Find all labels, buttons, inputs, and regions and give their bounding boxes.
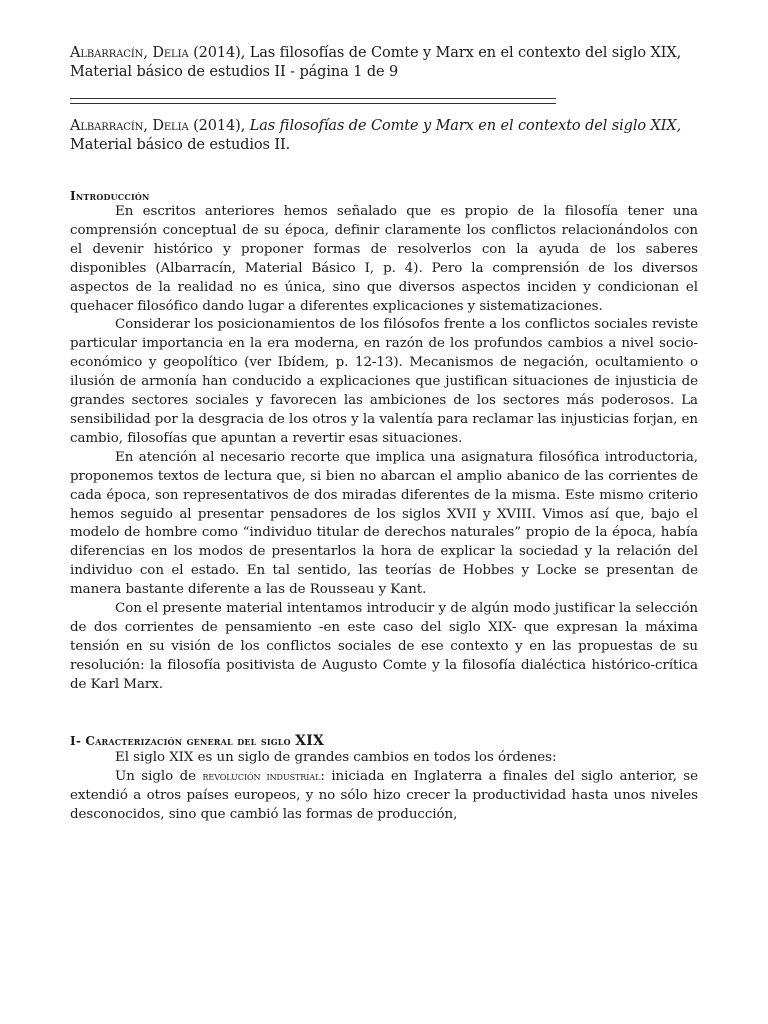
- intro-paragraph: En escritos anteriores hemos señalado que es propio de la filosofía tener una comprensión conceptual de su época, definir claramente los conflictos relacionándolos con el devenir histórico y proponer formas de resolverlos con la ayuda de los saberes disponibles (Albarracín, Material Básico I, p. 4). Pero la comprensión de los diversos aspectos de la realidad no es única, sino que diversos aspectos inciden y condicionan el quehacer filosófico dando lugar a diferentes explicaciones y sistematizaciones.: [70, 204, 698, 314]
- citation-author: Albarracín, Delia: [70, 118, 189, 134]
- section-1-paragraph: [70, 767, 698, 825]
- intro-paragraph: Con el presente material intentamos introducir y de algún modo justificar la selección de dos corrientes de pensamiento -en este caso del siglo XIX- que expresan la máxima tensión en su visión de los conflictos sociales de ese contexto y en las propuestas de su resolución: la filosofía positivista de Augusto Comte y la filosofía dialéctica histórico-crítica de Karl Marx.: [70, 601, 698, 692]
- section-1-heading-century: XIX: [295, 732, 325, 749]
- section-1-paragraph: El siglo XIX es un siglo de grandes cambios en todos los órdenes:: [115, 749, 557, 765]
- header-title: (2014), Las filosofías de Comte y Marx en el contexto del siglo XIX,: [188, 45, 682, 61]
- citation-rest: Material básico de estudios II.: [70, 137, 291, 153]
- document-page: [70, 44, 698, 825]
- section-1-p2-lead: Un siglo de: [115, 769, 203, 785]
- header-author: Albarracín, Delia: [70, 45, 189, 61]
- header-line-1: [70, 44, 698, 63]
- citation: [70, 117, 698, 155]
- citation-year: (2014),: [188, 118, 250, 134]
- running-header: [70, 44, 698, 82]
- intro-paragraph: En atención al necesario recorte que implica una asignatura filosófica introductoria, proponemos textos de lectura que, si bien no abarcan el amplio abanico de las corrientes de cada época, son representativos de dos miradas diferentes de la misma. Este mismo criterio hemos seguido al presentar pensadores de los siglos XVII y XVIII. Vimos así que, bajo el modelo de hombre como “individuo titular de derechos naturales” propio de la época, había diferencias en los modos de presentarlos la hora de explicar la sociedad y la relación del individuo con el estado. En tal sentido, las teorías de Hobbes y Locke se presentan de manera bastante diferente a las de Rousseau y Kant.: [70, 449, 698, 598]
- industrial-revolution-term: revolución industrial: [202, 769, 321, 784]
- section-1-heading: [70, 733, 698, 749]
- citation-title: Las filosofías de Comte y Marx en el contexto del siglo XIX,: [249, 118, 682, 134]
- intro-heading: Introducción: [70, 189, 150, 203]
- section-1-heading-text: I- Caracterización general del siglo: [70, 733, 296, 748]
- header-line-2: Material básico de estudios II - página 1 de 9: [70, 64, 399, 80]
- section-1-p2-rest: : iniciada en Inglaterra a finales del siglo anterior, se extendió a otros países europeos, y no sólo hizo crecer la productividad hasta unos niveles desconocidos, sino que cambió las formas de producción,: [70, 769, 698, 823]
- header-divider: [70, 98, 556, 104]
- intro-paragraph: Considerar los posicionamientos de los filósofos frente a los conflictos sociales reviste particular importancia en la era moderna, en razón de los profundos cambios a nivel socio-económico y geopolítico (ver Ibídem, p. 12-13). Mecanismos de negación, ocultamiento o ilusión de armonía han conducido a explicaciones que justifican situaciones de injusticia de grandes sectores sociales y favorecen las ambiciones de los sectores más poderosos. La sensibilidad por la desgracia de los otros y la valentía para reclamar las injusticias forjan, en cambio, filosofías que apuntan a revertir esas situaciones.: [70, 317, 698, 446]
